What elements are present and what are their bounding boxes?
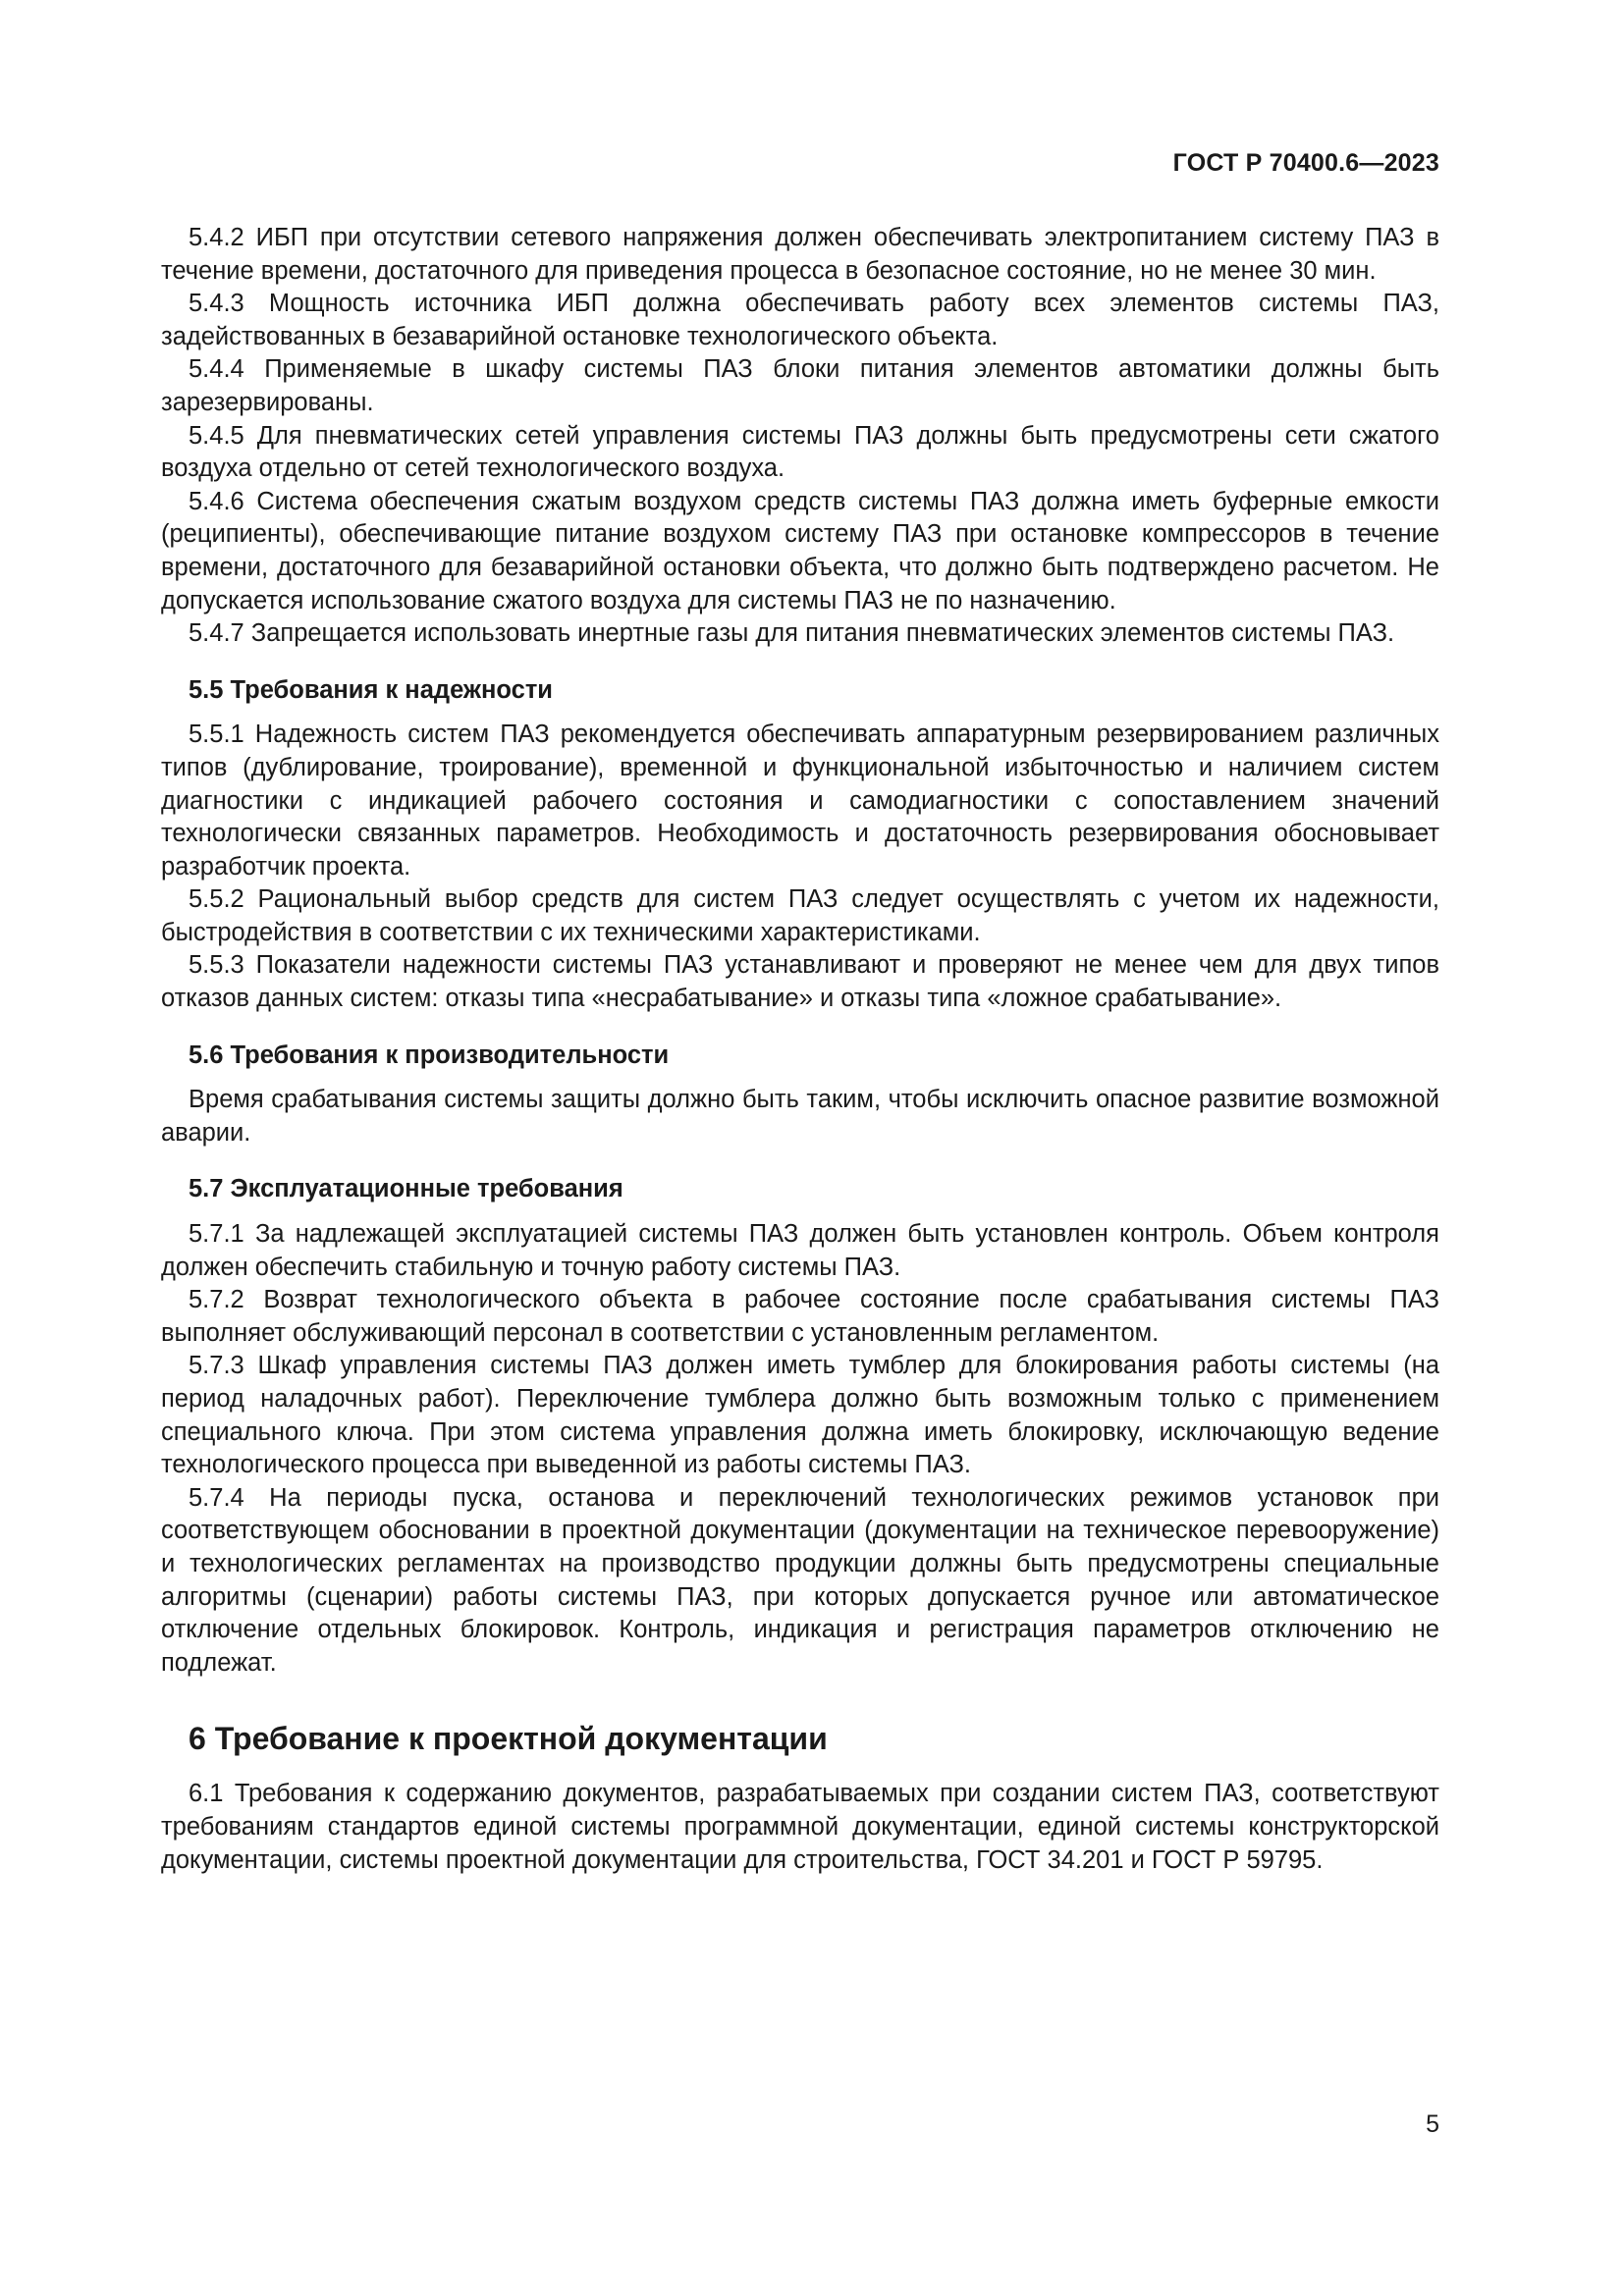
paragraph-5-7-4: 5.7.4 На периоды пуска, останова и переключений технологических режимов установок при соответствующем обосновании в проектной документации (документации на техническое перевооружение) и технологических регламентах на производство продукции должны быть предусмотрены специальные алгоритмы (сценарии) работы системы ПАЗ, при которых допускается ручное или автоматическое отключение отдельных блокировок. Контроль, индикация и регистрация параметров отключению не подлежат. (161, 1483, 1439, 1677)
document-body (161, 222, 1439, 1877)
paragraph-5-5-1: 5.5.1 Надежность систем ПАЗ рекомендуется обеспечивать аппаратурным резервированием различных типов (дублирование, троирование), временной и функциональной избыточностью и наличием систем диагностики с индикацией рабочего состояния и самодиагностики с сопоставлением значений технологически связанных параметров. Необходимость и достаточность резервирования обосновывает разработчик проекта. (161, 721, 1439, 881)
paragraph-5-4-2: 5.4.2 ИБП при отсутствии сетевого напряжения должен обеспечивать электропитанием систему ПАЗ в течение времени, достаточного для приведения процесса в безопасное состояние, но не менее 30 мин. (161, 224, 1439, 285)
paragraph-5-4-6: 5.4.6 Система обеспечения сжатым воздухом средств системы ПАЗ должна иметь буферные емкости (реципиенты), обеспечивающие питание воздухом систему ПАЗ при остановке компрессоров в течение времени, достаточного для безаварийной остановки объекта, что должно быть подтверждено расчетом. Не допускается использование сжатого воздуха для системы ПАЗ не по назначению. (161, 487, 1439, 614)
section-heading-5-6: 5.6 Требования к производительности (189, 1041, 670, 1069)
paragraph-5-7-1: 5.7.1 За надлежащей эксплуатацией системы ПАЗ должен быть установлен контроль. Объем контроля должен обеспечить стабильную и точную работу системы ПАЗ. (161, 1220, 1439, 1281)
page-number: 5 (1426, 2110, 1439, 2138)
paragraph-5-5-3: 5.5.3 Показатели надежности системы ПАЗ устанавливают и проверяют не менее чем для двух типов отказов данных систем: отказы типа «несрабатывание» и отказы типа «ложное срабатывание». (161, 951, 1439, 1013)
paragraph-5-7-2: 5.7.2 Возврат технологического объекта в рабочее состояние после срабатывания системы ПАЗ выполняет обслуживающий персонал в соответствии с установленным регламентом. (161, 1286, 1439, 1347)
section-heading-6: 6 Требование к проектной документации (189, 1721, 828, 1757)
paragraph-5-4-4: 5.4.4 Применяемые в шкафу системы ПАЗ блоки питания элементов автоматики должны быть зарезервированы. (161, 355, 1439, 416)
section-heading-5-7: 5.7 Эксплуатационные требования (189, 1175, 623, 1203)
paragraph-5-4-5: 5.4.5 Для пневматических сетей управления системы ПАЗ должны быть предусмотрены сети сжатого воздуха отдельно от сетей технологического воздуха. (161, 421, 1439, 483)
paragraph-5-6: Время срабатывания системы защиты должно быть таким, чтобы исключить опасное развитие возможной аварии. (161, 1086, 1439, 1147)
paragraph-5-7-3: 5.7.3 Шкаф управления системы ПАЗ должен иметь тумблер для блокирования работы системы (на период наладочных работ). Переключение тумблера должно быть возможным только с применением специального ключа. При этом система управления должна иметь блокировку, исключающую ведение технологического процесса при выведенной из работы системы ПАЗ. (161, 1352, 1439, 1479)
section-heading-5-5: 5.5 Требования к надежности (189, 675, 553, 704)
paragraph-5-4-3: 5.4.3 Мощность источника ИБП должна обеспечивать работу всех элементов системы ПАЗ, задействованных в безаварийной остановке технологического объекта. (161, 290, 1439, 350)
document-code: ГОСТ Р 70400.6—2023 (1172, 149, 1439, 177)
paragraph-5-5-2: 5.5.2 Рациональный выбор средств для систем ПАЗ следует осуществлять с учетом их надежности, быстродействия в соответствии с их техническими характеристиками. (161, 885, 1439, 946)
paragraph-5-4-7: 5.4.7 Запрещается использовать инертные газы для питания пневматических элементов системы ПАЗ. (189, 619, 1395, 648)
paragraph-6-1: 6.1 Требования к содержанию документов, разрабатываемых при создании систем ПАЗ, соответствуют требованиям стандартов единой системы программной документации, единой системы конструкторской документации, системы проектной документации для строительства, ГОСТ 34.201 и ГОСТ Р 59795. (161, 1780, 1439, 1874)
